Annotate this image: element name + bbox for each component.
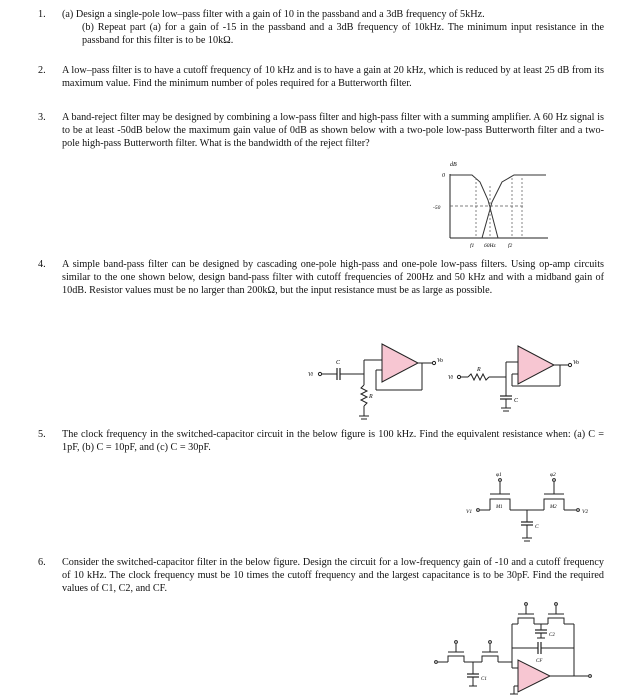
problem-2-text: A low–pass filter is to have a cutoff frequency of 10 kHz and is to have a gain at 20 kHz, which is reduced by at least 25 dB from its maximum value. Find the minimum number of poles required for a Butterworth filter. — [62, 65, 604, 89]
opamp-1 — [382, 344, 418, 382]
f2-label: f2 — [508, 243, 513, 249]
problem-1 — [38, 8, 604, 47]
phi1-label: φ1 — [496, 472, 502, 478]
capacitor-label: C — [535, 524, 539, 530]
vi-terminal — [318, 372, 321, 375]
problem-1-part-a: (a) Design a single-pole low–pass filter with a gain of 10 in the passband and a 3dB frequency of 5kHz. — [62, 9, 485, 20]
f60-label: 60Hz — [484, 243, 496, 249]
vo-label: Vo — [573, 360, 579, 366]
vo-label: Vo — [437, 358, 443, 364]
zero-db-label: 0 — [442, 173, 445, 179]
resistor — [468, 374, 489, 380]
f1-label: f1 — [470, 243, 475, 249]
v1-label: V1 — [466, 509, 473, 515]
phi2-label: φ2 — [550, 472, 556, 478]
vi-label: Vi — [448, 375, 453, 381]
minus-50db-label: -50 — [433, 205, 441, 211]
problem-5-text: The clock frequency in the switched-capacitor circuit in the below figure is 100 kHz. Find the equivalent resistance when: (a) C = 1pF, (b) C = 10pF, and (c) C = 30pF. — [62, 429, 604, 453]
m1-label: M1 — [496, 505, 503, 510]
m2-label: M2 — [550, 505, 557, 510]
problem-3 — [38, 111, 604, 150]
input-terminal — [435, 661, 438, 664]
problem-number: 4. — [38, 259, 46, 270]
switched-capacitor-figure — [452, 466, 612, 556]
capacitor-label: C — [514, 398, 519, 404]
problem-4 — [38, 258, 604, 297]
problem-4-text: A simple band-pass filter can be designed by cascading one-pole high-pass and one-pole low-pass filters. Using op-amp circuits similar to the one shown below, design band-pass filter with cutoff frequencies of 200Hz and 50 kHz and with a midband gain of 10dB. Resistor values must be no larger than 200kΩ, but the input resistance must be as large as possible. — [62, 259, 604, 296]
problem-6-text: Consider the switched-capacitor filter in the below figure. Design the circuit for a low-frequency gain of -10 and a cutoff frequency of 10 kHz. The clock frequency must be 10 times the cutoff frequency and the largest capacitance is to be 30pF. Find the required values of C1, C2, and CF. — [62, 557, 604, 594]
capacitor-label: C — [336, 360, 341, 366]
resistor — [361, 385, 367, 406]
c2-label: C2 — [549, 633, 555, 638]
problem-2 — [38, 64, 604, 90]
vi-label: Vi — [308, 372, 313, 378]
opamp — [518, 660, 550, 692]
bandpass-circuit-figure — [306, 330, 596, 430]
opamp-2 — [518, 346, 554, 384]
problem-5 — [38, 428, 604, 454]
v2-label: V2 — [582, 509, 589, 515]
highpass-curve — [482, 175, 546, 238]
problem-number: 5. — [38, 429, 46, 440]
cf-label: CF — [536, 659, 543, 664]
db-axis-label: dB — [450, 162, 457, 168]
resistor-label: R — [477, 367, 481, 373]
problem-number: 2. — [38, 65, 46, 76]
problem-1-part-b: (b) Repeat part (a) for a gain of -15 in the passband and a 3dB frequency of 10kHz. The minimum input resistance in the passband for this filter is to be 10kΩ. — [82, 22, 604, 46]
problem-number: 6. — [38, 557, 46, 568]
output-terminal — [589, 675, 592, 678]
problem-6 — [38, 556, 604, 595]
problem-number: 3. — [38, 112, 46, 123]
c1-label: C1 — [481, 677, 487, 682]
switched-capacitor-filter-figure — [428, 596, 604, 698]
problem-number: 1. — [38, 9, 46, 20]
problem-3-text: A band-reject filter may be designed by combining a low-pass filter and high-pass filter with a summing amplifier. A 60 Hz signal is to be at least -50dB below the maximum gain value of 0dB as shown below with a two-pole low-pass Butterworth filter and a two-pole high-pass Butterworth filter. What is the bandwidth of the reject filter? — [62, 112, 604, 149]
band-reject-response-figure — [428, 156, 560, 252]
resistor-label: R — [369, 394, 373, 400]
